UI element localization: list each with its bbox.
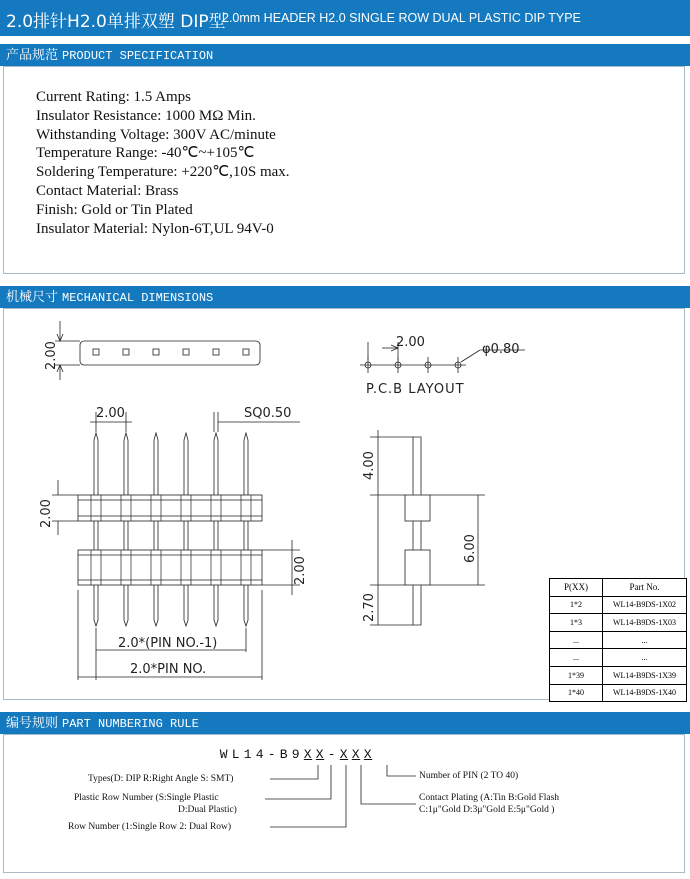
mech-heading [0,286,690,308]
spec-line: Insulator Resistance: 1000 MΩ Min. [36,107,256,124]
side-bottom: 2.70 [362,593,377,622]
table-cell: 1*40 [550,684,603,702]
table-cell: ... [550,631,603,649]
table-cell: 1*3 [550,614,603,632]
pn-char: X [351,747,361,762]
pn-heading-cn: 编号规则 [6,716,59,731]
part-number-table [549,578,687,702]
pn-plastic-label-2: D:Dual Plastic) [178,805,237,815]
table-row [550,684,687,702]
pn-plating-label-2: C:1μ"Gold D:3μ"Gold E:5μ"Gold ) [419,805,555,815]
table-header-row [550,579,687,597]
pn-char: - [327,747,337,762]
table-row [550,649,687,667]
pn-plastic-label-1: Plastic Row Number (S:Single Plastic [74,793,219,803]
table-cell: WL14-B9DS-1X02 [603,596,687,614]
pcb-hole: φ0.80 [482,342,520,357]
pn-pins-label: Number of PIN (2 TO 40) [419,771,519,781]
spec-list [36,88,290,238]
pn-char: - [267,747,277,762]
pn-char: 1 [243,747,253,762]
pn-char: X [363,747,373,762]
front-right: 2.00 [293,556,308,585]
pn-char: X [315,747,325,762]
spec-line: Insulator Material: Nylon-6T,UL 94V-0 [36,220,274,237]
pn-char: L [231,747,241,762]
spec-line: Withstanding Voltage: 300V AC/minute [36,126,276,143]
spec-line: Contact Material: Brass [36,182,179,199]
spec-heading-cn: 产品规范 [6,48,59,63]
pn-char: W [219,747,229,762]
pn-char: 9 [291,747,301,762]
pn-plating-label-1: Contact Plating (A:Tin B:Gold Flash [419,793,560,803]
mech-heading-cn: 机械尺寸 [6,290,59,305]
table-cell: 1*2 [550,596,603,614]
front-pitch: 2.00 [96,406,125,421]
mech-heading-en: MECHANICAL DIMENSIONS [62,291,214,305]
dim-top-2: 2.00 [44,341,59,370]
front-left: 2.00 [39,499,54,528]
title-en: 2.0mm HEADER H2.0 SINGLE ROW DUAL PLASTIC DIP TYPE [222,11,581,25]
table-row [550,596,687,614]
front-sq: SQ0.50 [244,406,292,421]
spec-line: Finish: Gold or Tin Plated [36,201,193,218]
pn-char: X [339,747,349,762]
spec-line: Current Rating: 1.5 Amps [36,89,191,105]
pn-char: X [303,747,313,762]
pn-char: B [279,747,289,762]
pn-heading [0,712,690,734]
table-cell: 1*39 [550,666,603,684]
spec-line: Soldering Temperature: +220℃,10S max. [36,164,290,181]
table-cell: WL14-B9DS-1X03 [603,614,687,632]
pn-row-label: Row Number (1:Single Row 2: Dual Row) [68,822,232,832]
table-row [550,614,687,632]
pn-heading-en: PART NUMBERING RULE [62,717,199,731]
side-mid: 6.00 [463,534,478,563]
table-cell: WL14-B9DS-1X39 [603,666,687,684]
pn-char: 4 [255,747,265,762]
table-row [550,666,687,684]
pcb-layout-label: P.C.B LAYOUT [366,382,465,397]
col-header-pxx: P(XX) [550,579,603,597]
spec-heading [0,44,690,66]
pcb-pitch: 2.00 [396,335,425,350]
front-formula2: 2.0*PIN NO. [130,662,207,677]
title-cn: 2.0排针H2.0单排双塑 DIP型 [6,12,226,32]
side-top: 4.00 [362,451,377,480]
col-header-part: Part No. [603,579,687,597]
front-formula1: 2.0*(PIN NO.-1) [118,636,218,651]
table-row [550,631,687,649]
table-cell: ... [550,649,603,667]
table-cell: WL14-B9DS-1X40 [603,684,687,702]
side-view [370,430,485,625]
top-view [55,321,260,380]
table-cell: ... [603,631,687,649]
spec-line: Temperature Range: -40℃~+105℃ [36,145,255,162]
title-bar [0,0,690,36]
spec-heading-en: PRODUCT SPECIFICATION [62,49,214,63]
pn-types-label: Types(D: DIP R:Right Angle S: SMT) [88,774,234,784]
table-cell: ... [603,649,687,667]
